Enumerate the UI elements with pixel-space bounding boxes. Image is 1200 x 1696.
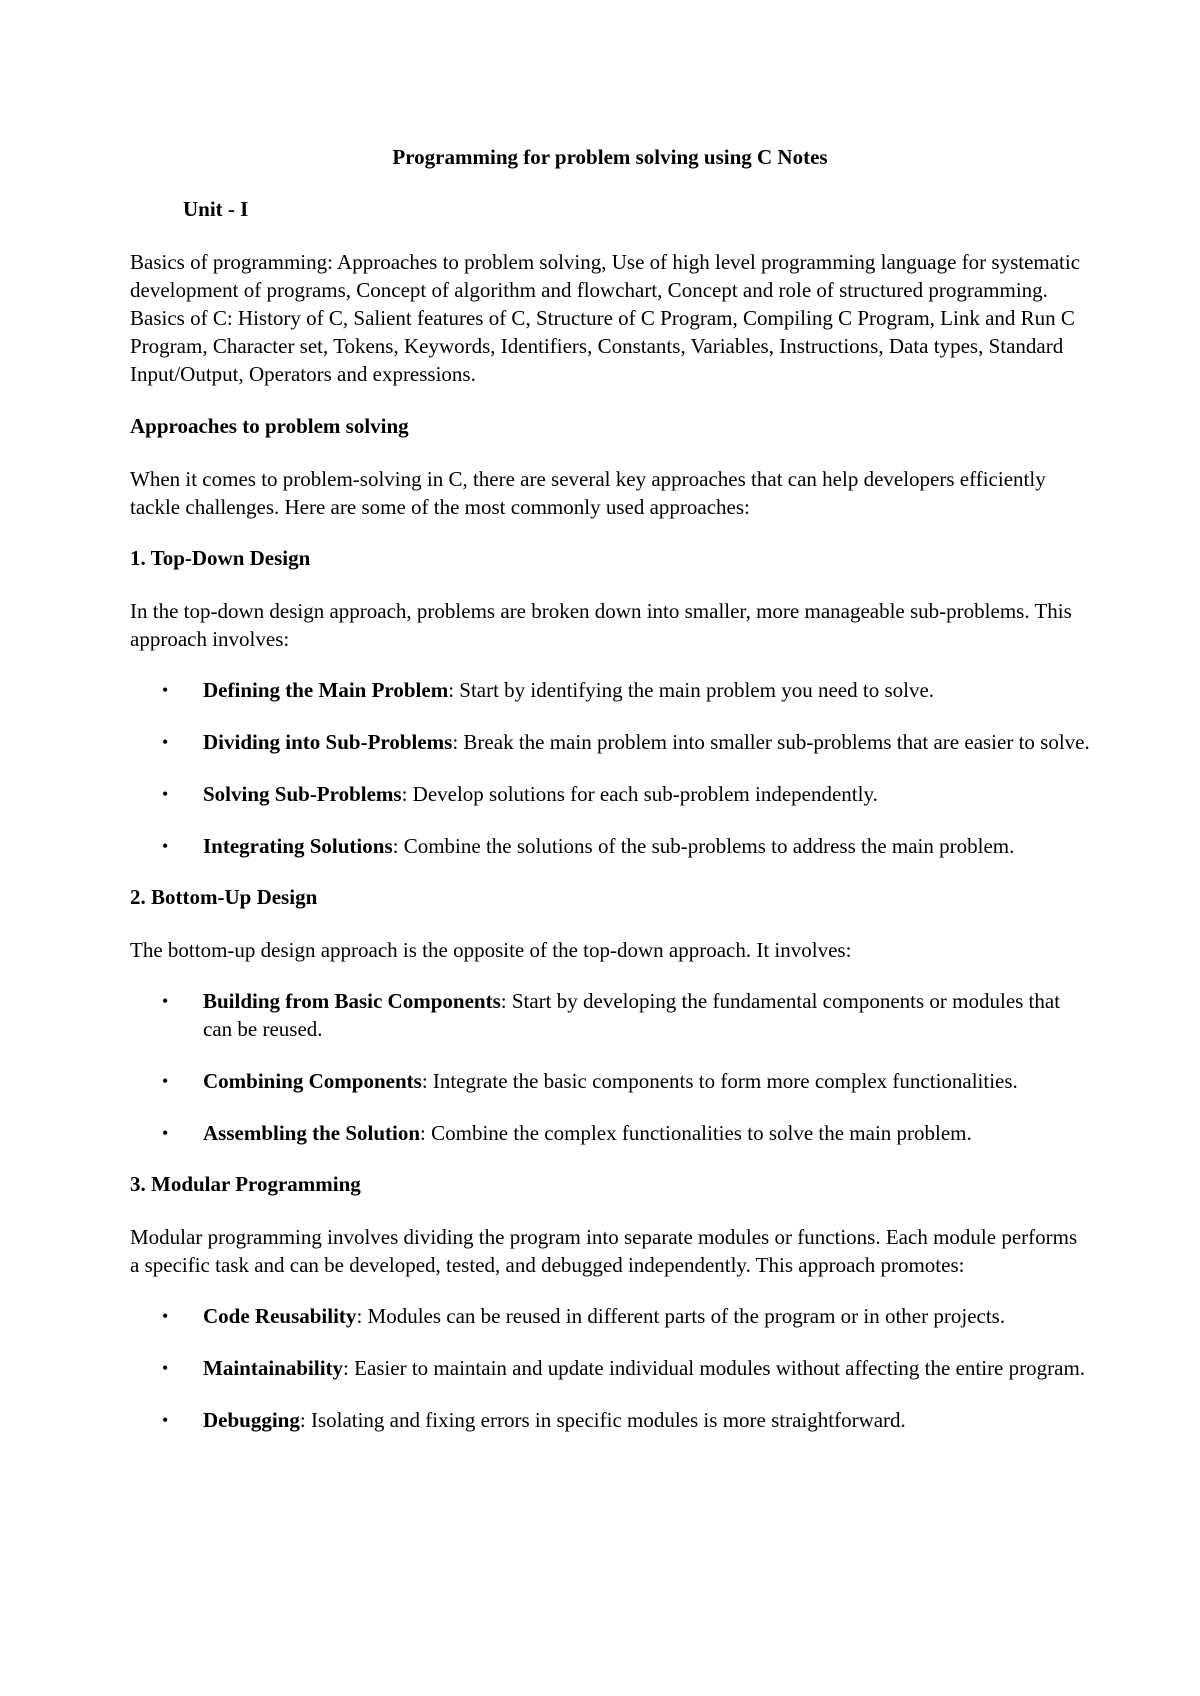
section-paragraph-top-down: In the top-down design approach, problems are broken down into smaller, more manageable sub-problems. This approach involves: bbox=[130, 599, 1072, 651]
document-body bbox=[130, 248, 1090, 1457]
list-item bbox=[130, 1302, 1090, 1330]
bullet-icon: • bbox=[162, 991, 169, 1011]
list-item bbox=[130, 728, 1090, 756]
list-item-term: Code Reusability bbox=[203, 1304, 357, 1328]
list-item-desc: : Easier to maintain and update individual modules without affecting the entire program. bbox=[343, 1356, 1086, 1380]
list-item bbox=[130, 832, 1090, 860]
bullet-icon: • bbox=[162, 836, 169, 856]
list-item-desc: : Modules can be reused in different parts of the program or in other projects. bbox=[356, 1304, 1006, 1328]
list-item-term: Combining Components bbox=[203, 1069, 422, 1093]
list-item-desc: : Start by identifying the main problem you need to solve. bbox=[448, 678, 935, 702]
bullet-icon: • bbox=[162, 1410, 169, 1430]
list-item-desc: : Start by developing the fundamental components or modules that can be reused. bbox=[203, 989, 1061, 1041]
list-item bbox=[130, 1119, 1090, 1147]
bullet-icon: • bbox=[162, 1306, 169, 1326]
list-item bbox=[130, 780, 1090, 808]
bullet-icon: • bbox=[162, 784, 169, 804]
bullet-icon: • bbox=[162, 1071, 169, 1091]
bullet-icon: • bbox=[162, 732, 169, 752]
section-heading-modular: 3. Modular Programming bbox=[130, 1172, 361, 1196]
list-item-desc: : Isolating and fixing errors in specific modules is more straightforward. bbox=[299, 1408, 906, 1432]
bullet-list-top-down bbox=[130, 676, 1090, 860]
list-item bbox=[130, 1354, 1090, 1382]
document-title: Programming for problem solving using C Notes bbox=[392, 145, 828, 169]
list-item-desc: : Break the main problem into smaller sub-problems that are easier to solve. bbox=[452, 730, 1090, 754]
list-item-term: Defining the Main Problem bbox=[203, 678, 449, 702]
list-item bbox=[130, 987, 1090, 1043]
list-item-desc: : Combine the solutions of the sub-problems to address the main problem. bbox=[392, 834, 1015, 858]
list-item-term: Solving Sub-Problems bbox=[203, 782, 402, 806]
bullet-icon: • bbox=[162, 1358, 169, 1378]
list-item-desc: : Combine the complex functionalities to solve the main problem. bbox=[420, 1121, 972, 1145]
bullet-list-bottom-up bbox=[130, 987, 1090, 1147]
section-heading-bottom-up: 2. Bottom-Up Design bbox=[130, 885, 318, 909]
list-item bbox=[130, 1067, 1090, 1095]
approaches-paragraph: When it comes to problem-solving in C, there are several key approaches that can help developers efficiently tackle challenges. Here are some of the most commonly used approaches: bbox=[130, 467, 1046, 519]
list-item-term: Integrating Solutions bbox=[203, 834, 393, 858]
bullet-icon: • bbox=[162, 680, 169, 700]
bullet-icon: • bbox=[162, 1123, 169, 1143]
list-item-desc: : Integrate the basic components to form more complex functionalities. bbox=[421, 1069, 1018, 1093]
list-item-term: Dividing into Sub-Problems bbox=[203, 730, 453, 754]
syllabus-paragraph: Basics of programming: Approaches to problem solving, Use of high level programming language for systematic development of programs, Concept of algorithm and flowchart, Concept and role of structured programming. Basics of C: History of C, Salient features of C, Structure of C Program, Compiling C Program, Link and Run C Program, Character set, Tokens, Keywords, Identifiers, Constants, Variables, Instructions, Data types, Standard Input/Output, Operators and expressions. bbox=[130, 250, 1081, 386]
list-item-term: Building from Basic Components bbox=[203, 989, 501, 1013]
unit-label: Unit - I bbox=[183, 197, 249, 221]
list-item-term: Debugging bbox=[203, 1408, 300, 1432]
section-paragraph-modular: Modular programming involves dividing the program into separate modules or functions. Each module performs a specific task and can be developed, tested, and debugged independently. This approach promotes: bbox=[130, 1225, 1078, 1277]
section-paragraph-bottom-up: The bottom-up design approach is the opposite of the top-down approach. It involves: bbox=[130, 938, 852, 962]
list-item-desc: : Develop solutions for each sub-problem independently. bbox=[401, 782, 878, 806]
list-item bbox=[130, 1406, 1090, 1434]
approaches-heading: Approaches to problem solving bbox=[130, 414, 409, 438]
section-heading-top-down: 1. Top-Down Design bbox=[130, 546, 311, 570]
list-item-term: Maintainability bbox=[203, 1356, 344, 1380]
list-item bbox=[130, 676, 1090, 704]
bullet-list-modular bbox=[130, 1302, 1090, 1434]
list-item-term: Assembling the Solution bbox=[203, 1121, 421, 1145]
